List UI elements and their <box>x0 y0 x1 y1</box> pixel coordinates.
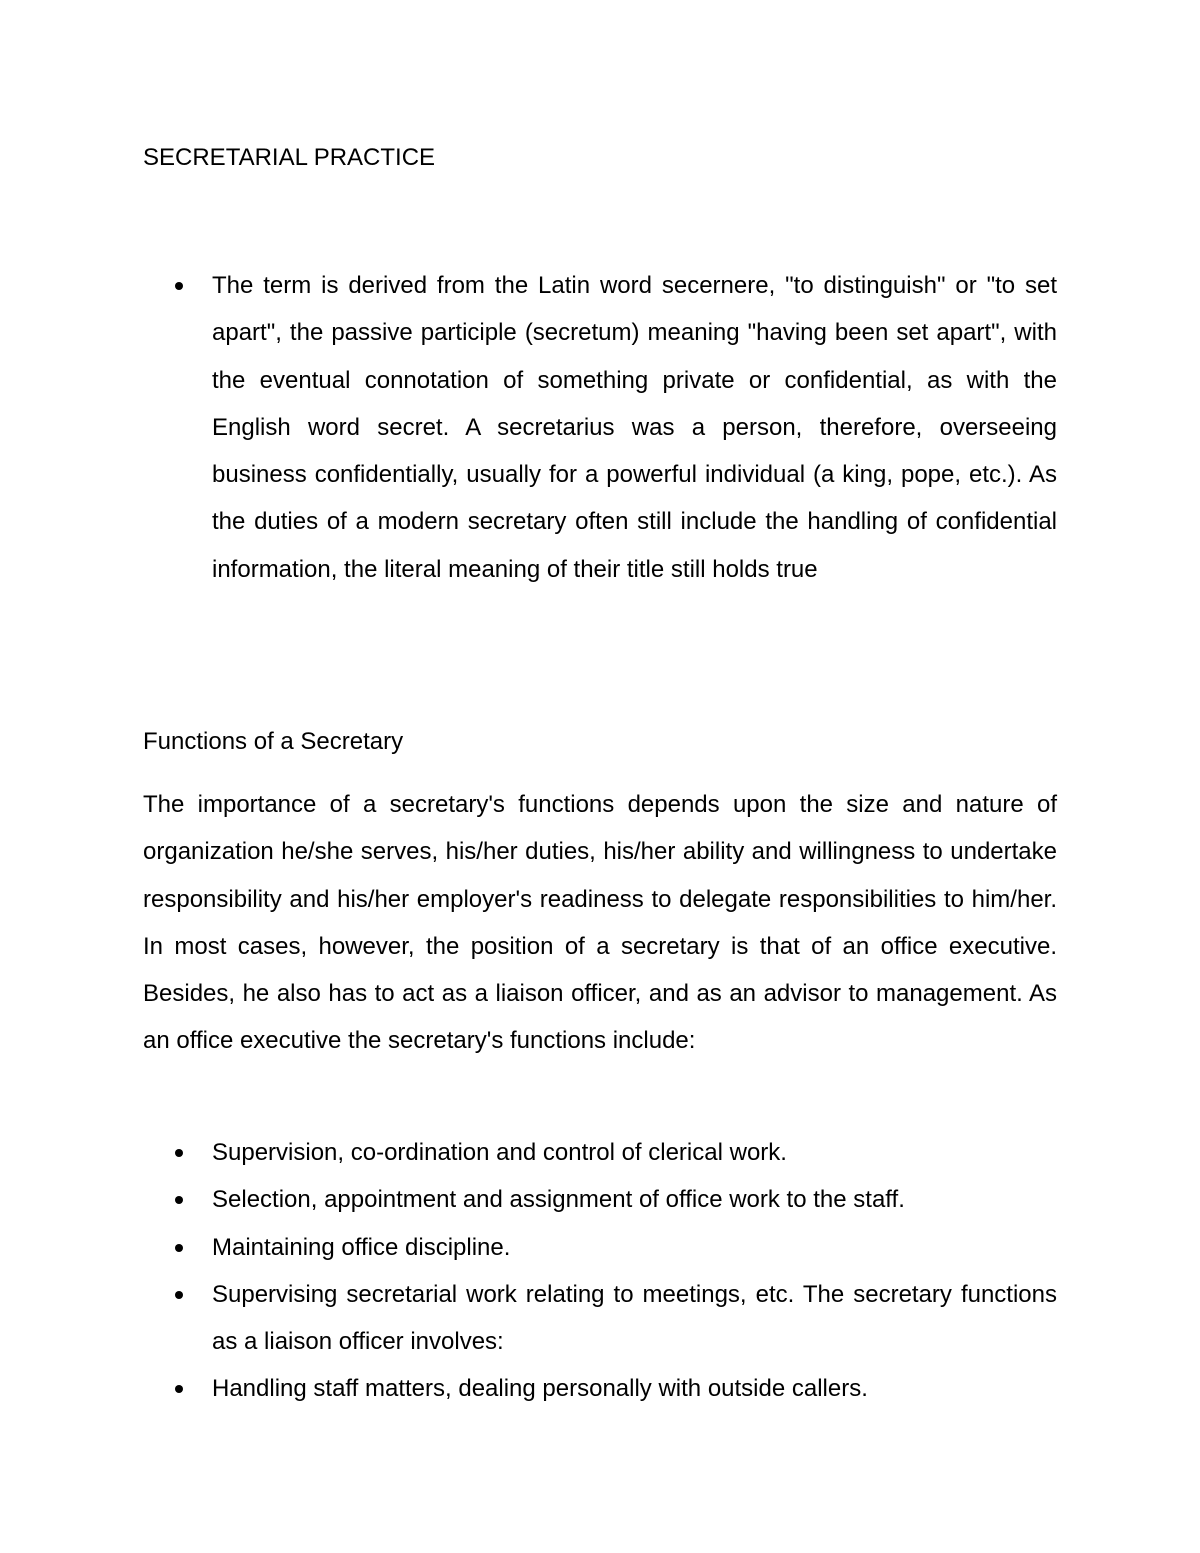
bullet-icon <box>175 1244 183 1252</box>
list-item <box>0 1129 1057 1176</box>
bullet-icon <box>175 1196 183 1204</box>
list-item <box>0 262 1057 593</box>
bullet-text: Selection, appointment and assignment of office work to the staff. <box>212 1186 905 1214</box>
bullet-icon <box>175 1291 183 1299</box>
bullet-text: Handling staff matters, dealing personally with outside callers. <box>212 1375 868 1403</box>
list-item <box>0 1365 1057 1412</box>
list-item <box>0 1224 1057 1271</box>
bullet-text: Supervising secretarial work relating to meetings, etc. The secretary functions as a liaison officer involves: <box>212 1280 1057 1356</box>
bullet-text: Supervision, co-ordination and control of clerical work. <box>212 1139 787 1166</box>
bullet-icon <box>175 282 183 290</box>
bullet-text: Maintaining office discipline. <box>212 1233 511 1261</box>
bullet-icon <box>175 1149 183 1157</box>
list-item <box>0 1176 1057 1223</box>
document-title: SECRETARIAL PRACTICE <box>143 144 436 171</box>
bullet-text: The term is derived from the Latin word secernere, "to distinguish" or "to set apart", the passive participle (secretum) meaning "having been set apart", with the eventual connotation of something private or confidential, as with the English word secret. A secretarius was a person, therefore, overseeing business confidentially, usually for a powerful individual (a king, pope, etc.). As the duties of a modern secretary often still include the handling of confidential information, the literal meaning of their title still holds true <box>212 272 1057 583</box>
list-item <box>0 1271 1057 1366</box>
intro-bullet-list <box>0 262 1200 593</box>
section-paragraph: The importance of a secretary's functions depends upon the size and nature of organization he/she serves, his/her duties, his/her ability and willingness to undertake responsibility and his/her employer's readiness to delegate responsibilities to him/her. In most cases, however, the position of a secretary is that of an office executive. Besides, he also has to act as a liaison officer, and as an advisor to management. As an office executive the secretary's functions include: <box>143 791 1057 1055</box>
bullet-icon <box>175 1385 183 1393</box>
section-heading: Functions of a Secretary <box>143 728 404 755</box>
functions-bullet-list <box>0 1129 1200 1413</box>
